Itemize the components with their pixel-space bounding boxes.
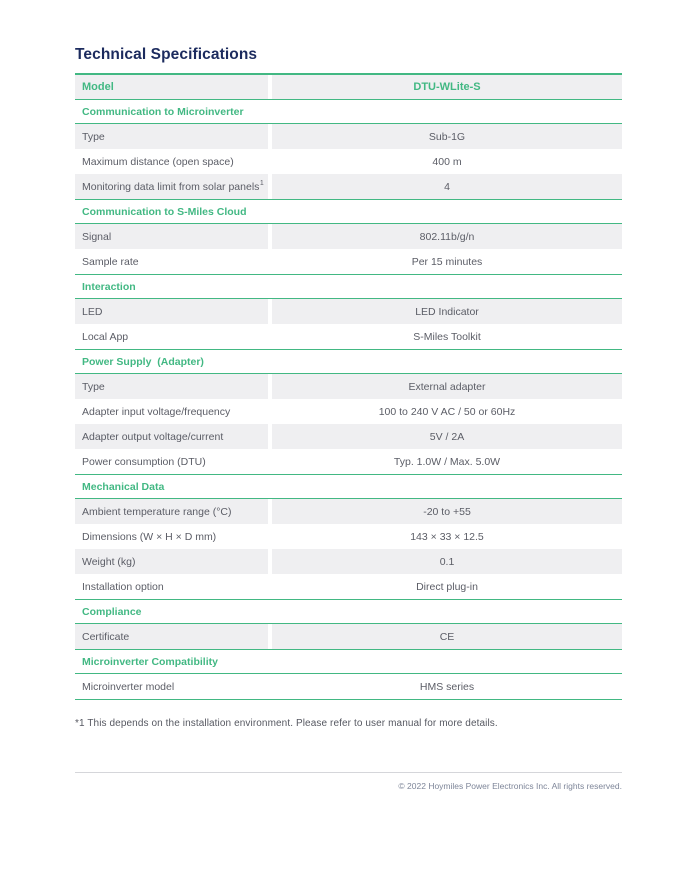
spec-row xyxy=(75,449,622,475)
spec-label: Local App xyxy=(82,330,129,343)
spec-row xyxy=(75,299,622,324)
spec-label-text: Monitoring data limit from solar panels xyxy=(82,180,260,193)
model-header-value: DTU-WLite-S xyxy=(272,75,622,99)
section-header-communication-to-microinverter xyxy=(75,100,622,124)
spec-value: 143 × 33 × 12.5 xyxy=(410,530,484,543)
spec-label: Adapter input voltage/frequency xyxy=(82,405,231,418)
spec-row xyxy=(75,399,622,424)
spec-row xyxy=(75,549,622,574)
section-title: Communication to S-Miles Cloud xyxy=(82,205,247,218)
page-title: Technical Specifications xyxy=(75,46,258,63)
spec-label: Dimensions (W × H × D mm) xyxy=(82,530,217,543)
spec-value: HMS series xyxy=(419,680,475,693)
spec-label: Signal xyxy=(75,224,268,249)
spec-value: 0.1 xyxy=(272,549,622,574)
section-title: Mechanical Data xyxy=(82,480,165,493)
section-title: Communication to Microinverter xyxy=(82,105,244,118)
section-title: Interaction xyxy=(82,280,136,293)
spec-label: Microinverter model xyxy=(82,680,175,693)
spec-value: 400 m xyxy=(432,155,462,168)
spec-row xyxy=(75,674,622,700)
spec-value: 802.11b/g/n xyxy=(272,224,622,249)
spec-row xyxy=(75,174,622,200)
section-header-mechanical-data xyxy=(75,475,622,499)
spec-row xyxy=(75,149,622,174)
spec-label: Weight (kg) xyxy=(75,549,268,574)
spec-row xyxy=(75,624,622,650)
spec-label: Adapter output voltage/current xyxy=(75,424,268,449)
footnote: *1 This depends on the installation environment. Please refer to user manual for more details. xyxy=(75,718,498,729)
spec-value: Sub-1G xyxy=(272,124,622,149)
spec-value: 100 to 240 V AC / 50 or 60Hz xyxy=(378,405,516,418)
copyright: © 2022 Hoymiles Power Electronics Inc. All rights reserved. xyxy=(398,781,622,791)
spec-label: Ambient temperature range (°C) xyxy=(75,499,268,524)
model-header-label: Model xyxy=(75,75,268,99)
footnote-marker: 1 xyxy=(259,180,264,187)
spec-label: Type xyxy=(75,124,268,149)
spec-table xyxy=(75,73,622,700)
spec-row xyxy=(75,324,622,350)
spec-row xyxy=(75,524,622,549)
section-title: Microinverter Compatibility xyxy=(82,655,218,668)
spec-value: LED Indicator xyxy=(272,299,622,324)
spec-row xyxy=(75,374,622,399)
table-header-row xyxy=(75,75,622,100)
spec-row xyxy=(75,574,622,600)
section-header-communication-to-s-miles-cloud xyxy=(75,200,622,224)
footer-divider xyxy=(75,772,622,773)
spec-row xyxy=(75,224,622,249)
section-header-power-supply-adapter xyxy=(75,350,622,374)
spec-label: Certificate xyxy=(75,624,268,649)
spec-value: CE xyxy=(272,624,622,649)
spec-value: Per 15 minutes xyxy=(411,255,483,268)
section-header-microinverter-compatibility xyxy=(75,650,622,674)
spec-value: External adapter xyxy=(272,374,622,399)
spec-label: Power consumption (DTU) xyxy=(82,455,206,468)
spec-label xyxy=(75,174,268,199)
spec-label: LED xyxy=(75,299,268,324)
section-header-interaction xyxy=(75,275,622,299)
spec-label: Maximum distance (open space) xyxy=(82,155,234,168)
section-header-compliance xyxy=(75,600,622,624)
spec-label: Sample rate xyxy=(82,255,139,268)
spec-label: Type xyxy=(75,374,268,399)
section-title: Compliance xyxy=(82,605,142,618)
spec-value: 4 xyxy=(272,174,622,199)
spec-row xyxy=(75,249,622,275)
section-title: Power Supply (Adapter) xyxy=(82,355,204,368)
spec-value: 5V / 2A xyxy=(272,424,622,449)
spec-value: -20 to +55 xyxy=(272,499,622,524)
spec-value: Direct plug-in xyxy=(416,580,478,593)
spec-row xyxy=(75,124,622,149)
spec-row xyxy=(75,499,622,524)
spec-value: Typ. 1.0W / Max. 5.0W xyxy=(393,455,501,468)
spec-label: Installation option xyxy=(82,580,164,593)
spec-value: S-Miles Toolkit xyxy=(413,330,481,343)
spec-row xyxy=(75,424,622,449)
